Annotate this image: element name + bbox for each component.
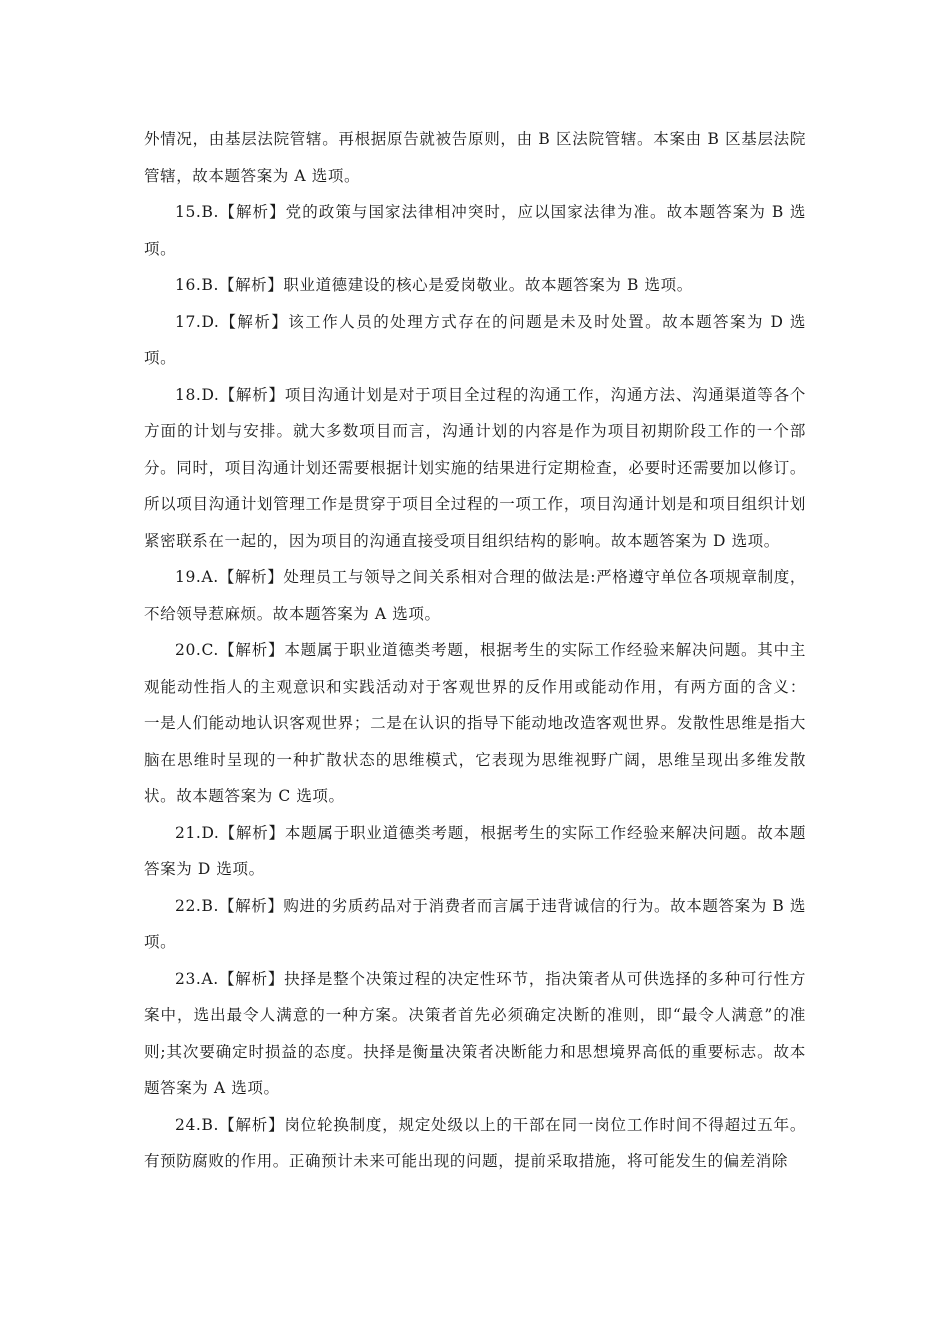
paragraph-continuation: 外情况，由基层法院管辖。再根据原告就被告原则，由 B 区法院管辖。本案由 B 区基层法院管辖，故本题答案为 A 选项。 bbox=[144, 130, 806, 185]
answer-16: 16.B.【解析】职业道德建设的核心是爱岗敬业。故本题答案为 B 选项。 bbox=[175, 276, 693, 294]
answer-17: 17.D.【解析】该工作人员的处理方式存在的问题是未及时处置。故本题答案为 D 选项。 bbox=[144, 312, 806, 367]
answer-21: 21.D.【解析】本题属于职业道德类考题，根据考生的实际工作经验来解决问题。故本题答案为 D 选项。 bbox=[144, 823, 806, 878]
answer-23: 23.A.【解析】抉择是整个决策过程的决定性环节，指决策者从可供选择的多种可行性方案中，选出最令人满意的一种方案。决策者首先必须确定决断的准则，即“最令人满意”的准则;其次要确定时损益的态度。抉择是衡量决策者决断能力和思想境界高低的重要标志。故本题答案为 A 选项。 bbox=[144, 969, 806, 1097]
answer-20: 20.C.【解析】本题属于职业道德类考题，根据考生的实际工作经验来解决问题。其中主观能动性指人的主观意识和实践活动对于客观世界的反作用或能动作用，有两方面的含义： 一是人们能动地认识客观世界；二是在认识的指导下能动地改造客观世界。发散性思维是指大脑在思维时呈现的一种扩散状态的思维模式，它表现为思维视野广阔，思维呈现出多维发散状。故本题答案为 C 选项。 bbox=[144, 641, 806, 805]
document-body bbox=[144, 121, 806, 1180]
answer-15: 15.B.【解析】党的政策与国家法律相冲突时，应以国家法律为准。故本题答案为 B 选项。 bbox=[144, 203, 806, 258]
answer-19: 19.A.【解析】处理员工与领导之间关系相对合理的做法是:严格遵守单位各项规章制度，不给领导惹麻烦。故本题答案为 A 选项。 bbox=[144, 568, 806, 623]
answer-22: 22.B.【解析】购进的劣质药品对于消费者而言属于违背诚信的行为。故本题答案为 B 选项。 bbox=[144, 896, 806, 951]
answer-18: 18.D.【解析】项目沟通计划是对于项目全过程的沟通工作，沟通方法、沟通渠道等各个方面的计划与安排。就大多数项目而言，沟通计划的内容是作为项目初期阶段工作的一个部分。同时，项目沟通计划还需要根据计划实施的结果进行定期检查，必要时还需要加以修订。所以项目沟通计划管理工作是贯穿于项目全过程的一项工作，项目沟通计划是和项目组织计划紧密联系在一起的，因为项目的沟通直接受项目组织结构的影响。故本题答案为 D 选项。 bbox=[144, 385, 806, 550]
answer-24: 24.B.【解析】岗位轮换制度，规定处级以上的干部在同一岗位工作时间不得超过五年。有预防腐败的作用。正确预计未来可能出现的问题，提前采取措施，将可能发生的偏差消除 bbox=[144, 1115, 806, 1170]
